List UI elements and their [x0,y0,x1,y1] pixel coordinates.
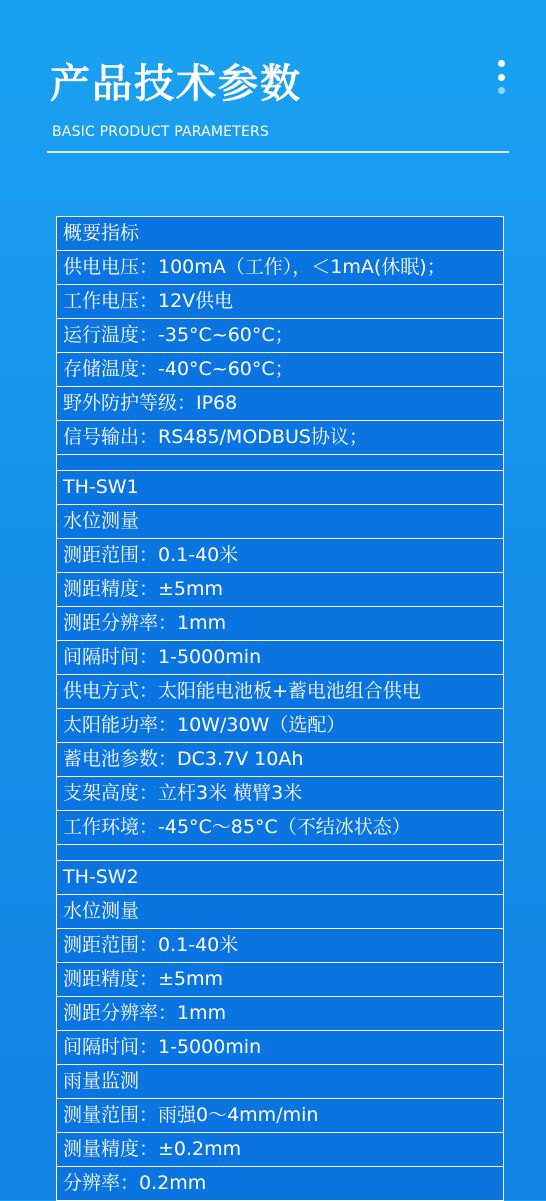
page-subtitle: BASIC PRODUCT PARAMETERS [52,124,270,140]
table-row: 蓄电池参数：DC3.7V 10Ah [57,743,503,777]
table-row: 测距分辨率：1mm [57,607,503,641]
table-row: TH-SW2 [57,861,503,895]
header-divider [47,151,509,153]
table-row: 测距分辨率：1mm [57,997,503,1031]
table-row: 工作环境：-45°C～85°C（不结冰状态） [57,811,503,845]
table-row: 野外防护等级：IP68 [57,387,503,421]
table-row: 太阳能功率：10W/30W（选配） [57,709,503,743]
table-row: 间隔时间：1-5000min [57,641,503,675]
table-row: 水位测量 [57,895,503,929]
table-row: 雨量监测 [57,1065,503,1099]
table-row: 测距范围：0.1-40米 [57,929,503,963]
table-row: 供电电压：100mA（工作），＜1mA(休眠)； [57,251,503,285]
table-row: 水位测量 [57,505,503,539]
table-row: 测距范围：0.1-40米 [57,539,503,573]
table-spacer-row [57,455,503,471]
table-row: 分辨率：0.2mm [57,1167,503,1201]
table-row: 测距精度：±5mm [57,963,503,997]
table-row: 间隔时间：1-5000min [57,1031,503,1065]
parameters-table [56,216,504,1201]
table-row: 供电方式：太阳能电池板+蓄电池组合供电 [57,675,503,709]
table-row: 支架高度：立杆3米 横臂3米 [57,777,503,811]
table-row: 存储温度：-40°C~60°C； [57,353,503,387]
table-row: 信号输出：RS485/MODBUS协议； [57,421,503,455]
table-row: 测量范围：雨强0～4mm/min [57,1099,503,1133]
table-row: 运行温度：-35°C~60°C； [57,319,503,353]
more-vertical-icon[interactable] [494,60,508,94]
table-row: 概要指标 [57,217,503,251]
table-row: 测距精度：±5mm [57,573,503,607]
table-row: TH-SW1 [57,471,503,505]
table-row: 工作电压：12V供电 [57,285,503,319]
table-spacer-row [57,845,503,861]
page-title: 产品技术参数 [50,61,302,107]
table-row: 测量精度：±0.2mm [57,1133,503,1167]
